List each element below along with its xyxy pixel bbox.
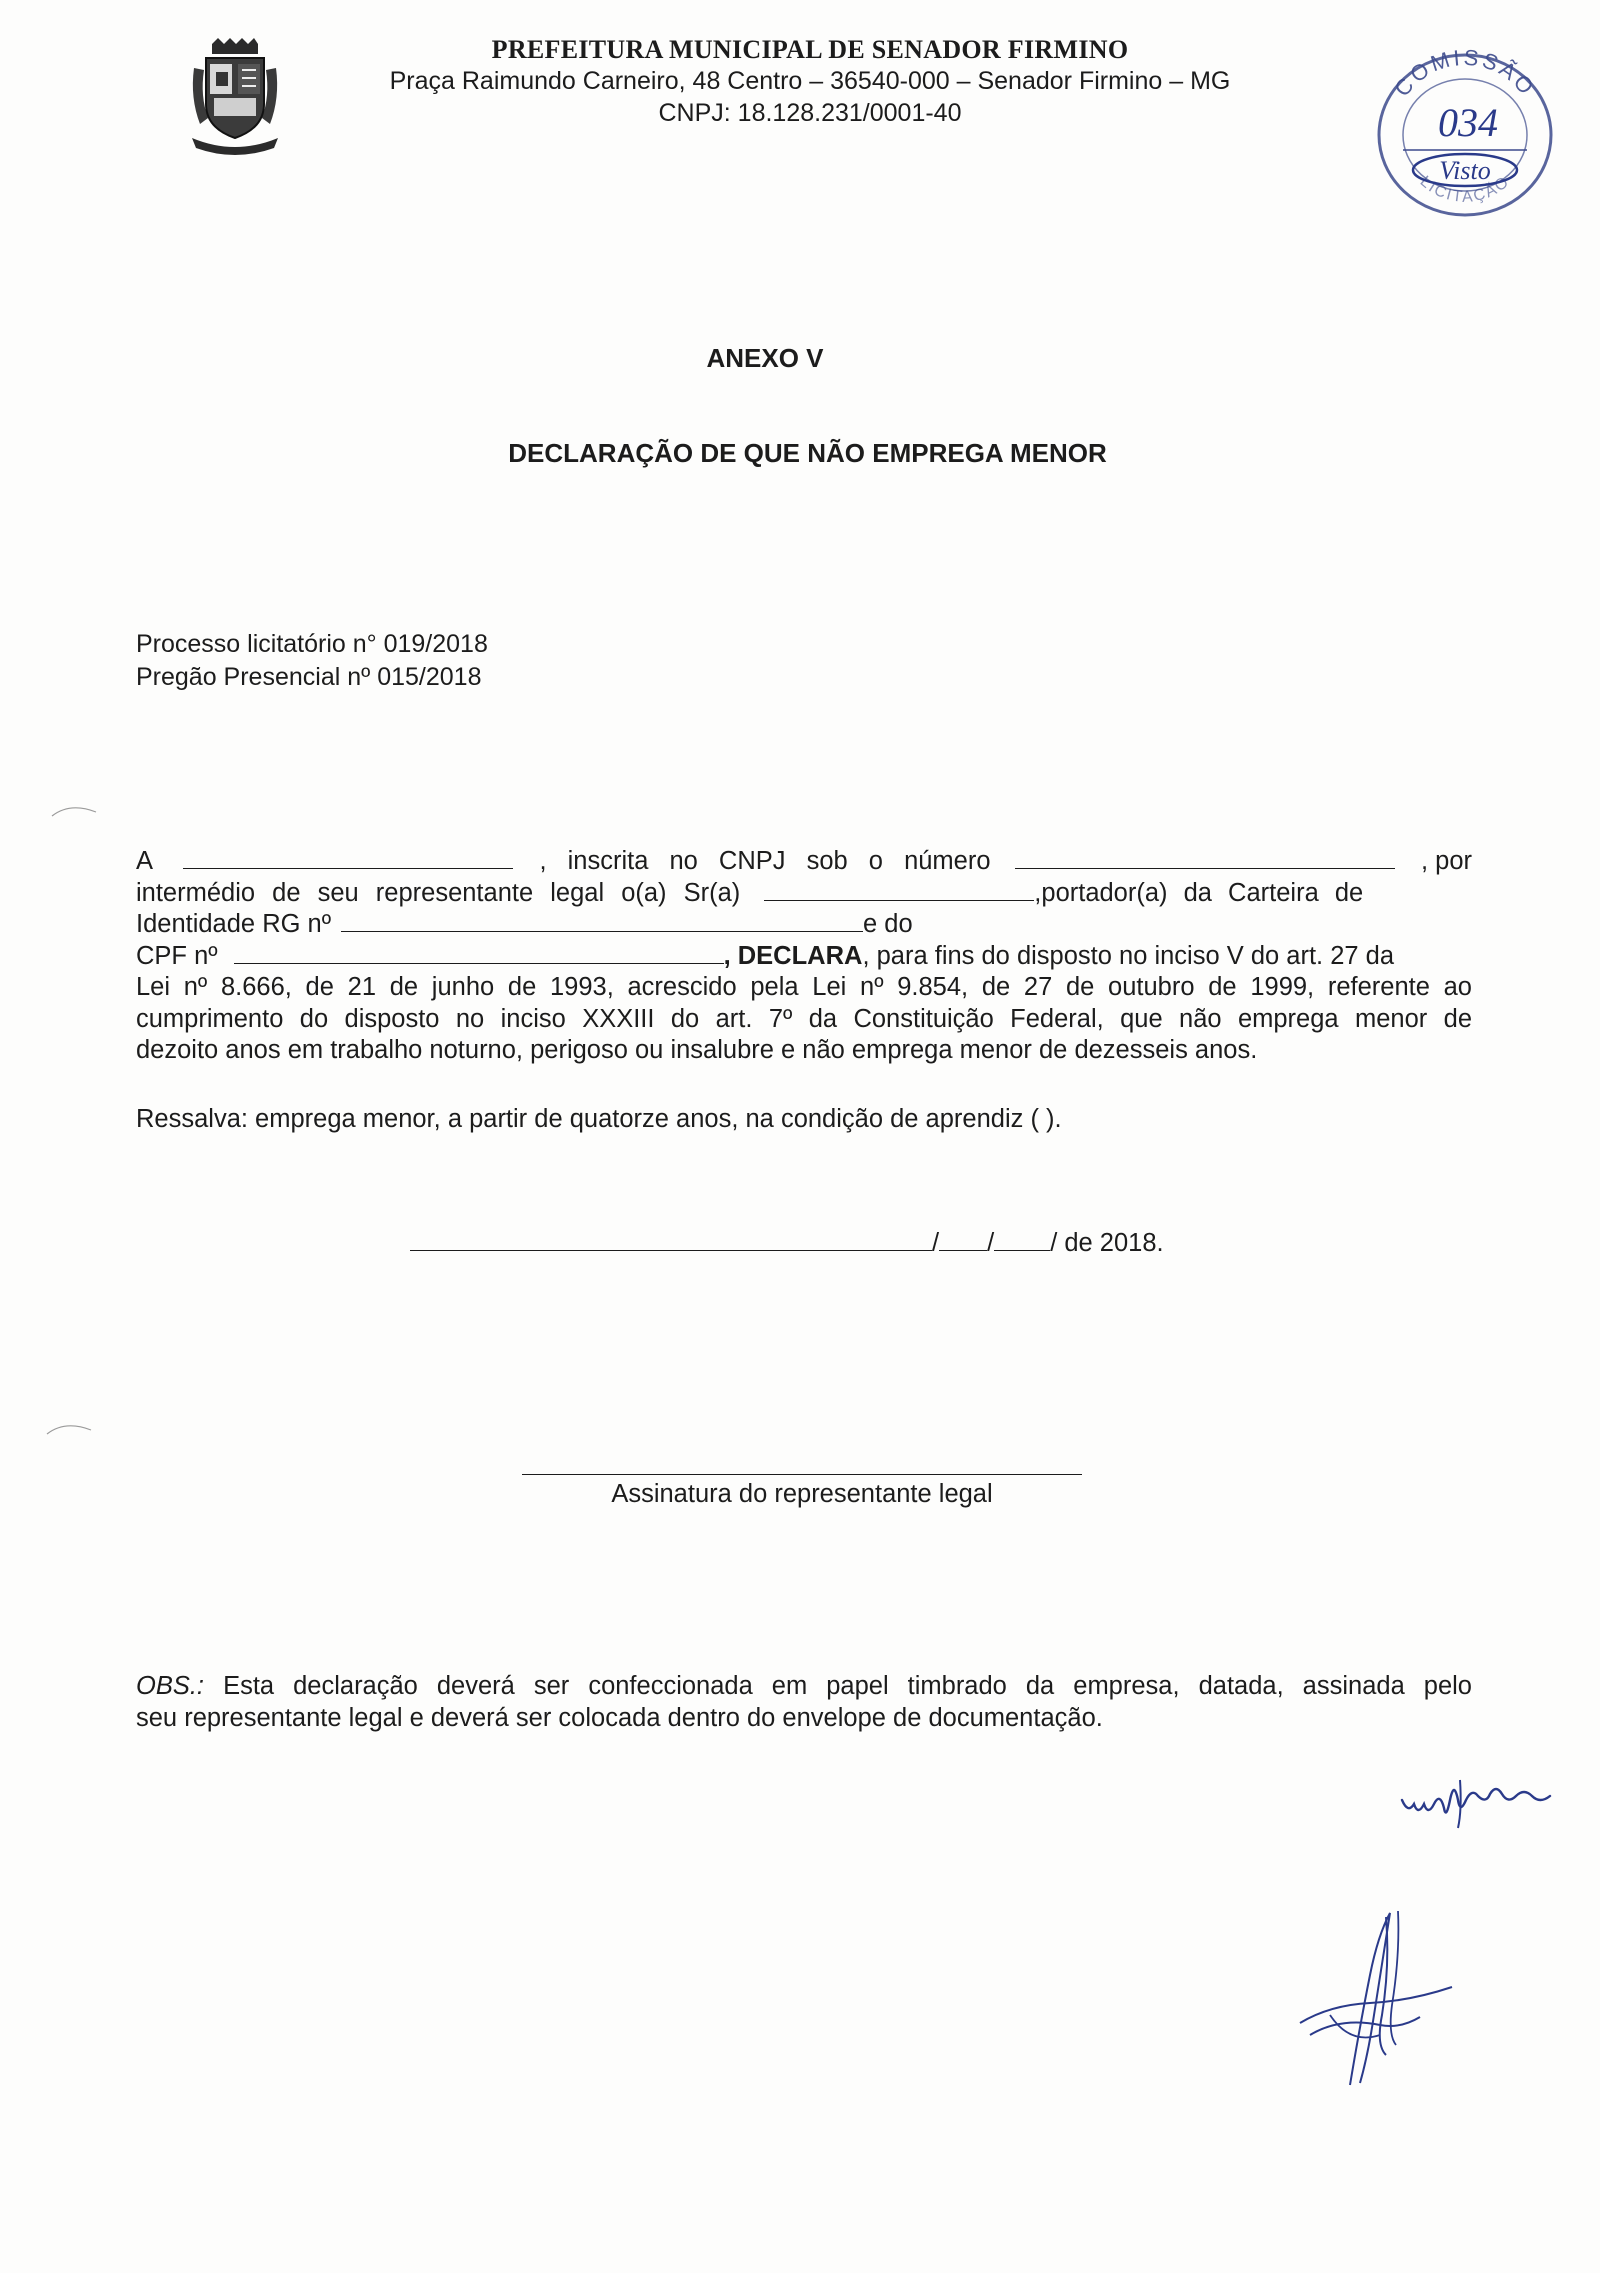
company-name-field[interactable]: [183, 846, 513, 869]
process-number: Processo licitatório n° 019/2018: [136, 630, 488, 658]
letterhead: [380, 34, 1240, 129]
month-field[interactable]: [994, 1228, 1050, 1251]
ressalva-text: Ressalva: emprega menor, a partir de quatorze anos, na condição de aprendiz ( ).: [136, 1105, 1062, 1133]
body-line-1: A , inscrita no CNPJ sob o número , por: [136, 847, 1472, 875]
svg-text:COMISSÃO: [1389, 45, 1540, 102]
stamp-number: 034: [1438, 100, 1498, 145]
stamp-bottom-text: LICITAÇÃO: [1416, 172, 1514, 206]
body-line-4: CPF nº , DECLARA , para fins do disposto no inciso V do art. 27 da: [136, 941, 1395, 970]
body-line-5: Lei nº 8.666, de 21 de junho de 1993, acrescido pela Lei nº 9.854, de 27 de outubro de 1999, referente ao: [136, 973, 1472, 1001]
commission-stamp: [1365, 40, 1565, 225]
rg-field[interactable]: [341, 909, 863, 932]
obs-line-1: OBS.: Esta declaração deverá ser confeccionada em papel timbrado da empresa, datada, assinada pelo: [136, 1672, 1472, 1700]
body-line-3: Identidade RG nº e do: [136, 910, 913, 938]
handwritten-initials: [1400, 1770, 1560, 1830]
org-name: PREFEITURA MUNICIPAL DE SENADOR FIRMINO: [491, 35, 1129, 64]
municipal-crest-icon: [190, 38, 280, 156]
observation-note: [136, 1670, 1472, 1734]
body-line-2: intermédio de seu representante legal o(a) Sr(a) ,portador(a) da Carteira de: [136, 878, 1364, 907]
org-cnpj: CNPJ: 18.128.231/0001-40: [658, 99, 962, 127]
process-info: [136, 628, 488, 694]
representative-name-field[interactable]: [764, 878, 1034, 901]
org-address: Praça Raimundo Carneiro, 48 Centro – 36540-000 – Senador Firmino – MG: [389, 67, 1231, 95]
scan-mark-icon: [50, 800, 100, 820]
date-line: / / / de 2018.: [410, 1228, 1164, 1258]
body-line-7: dezoito anos em trabalho noturno, perigoso ou insalubre e não emprega menor de dezesseis anos.: [136, 1036, 1258, 1064]
annex-title: ANEXO V: [706, 343, 824, 373]
day-field[interactable]: [939, 1228, 987, 1251]
declaration-title: DECLARAÇÃO DE QUE NÃO EMPREGA MENOR: [508, 438, 1107, 468]
signature-line[interactable]: [522, 1474, 1082, 1475]
declaration-body: [136, 846, 1472, 1067]
obs-line-2: seu representante legal e deverá ser colocada dentro do envelope de documentação.: [136, 1704, 1103, 1732]
pregao-number: Pregão Presencial nº 015/2018: [136, 663, 482, 691]
handwritten-signature: [1290, 1905, 1460, 2090]
location-field[interactable]: [410, 1228, 932, 1251]
body-line-6: cumprimento do disposto no inciso XXXIII do art. 7º da Constituição Federal, que não emprega menor de: [136, 1004, 1472, 1033]
signature-label: Assinatura do representante legal: [611, 1480, 993, 1508]
year-suffix: / de 2018.: [1050, 1229, 1164, 1257]
stamp-visto: Visto: [1439, 156, 1491, 185]
scan-mark-icon: [45, 1418, 95, 1438]
obs-label: OBS.:: [136, 1672, 205, 1700]
cnpj-field[interactable]: [1015, 846, 1395, 869]
stamp-top-text: COMISSÃO: [1389, 44, 1541, 102]
cpf-field[interactable]: [234, 941, 724, 964]
